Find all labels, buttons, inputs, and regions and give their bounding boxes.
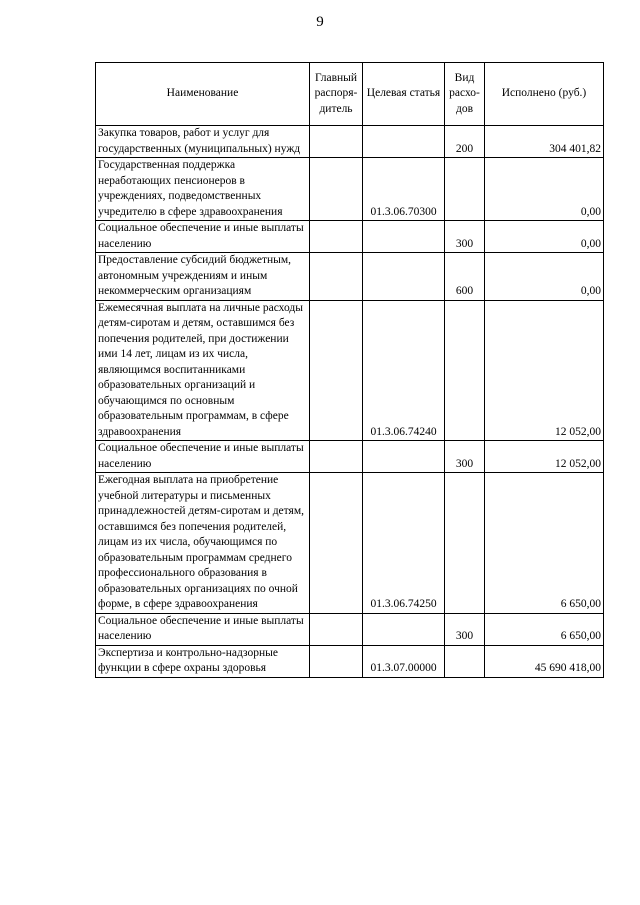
row-admin-cell xyxy=(310,300,363,441)
row-kind-cell: 600 xyxy=(445,253,485,301)
row-name-cell: Закупка товаров, работ и услуг для государственных (муниципальных) нужд xyxy=(96,126,310,158)
row-name-cell: Ежегодная выплата на приобретение учебной литературы и письменных принадлежностей детям-сиротам и детям, оставшимся без попечения родителей, лицам из их числа, обучающимся по образовательным программам среднего профессионального образования в образовательных организациях по очной форме, в сфере здравоохранения xyxy=(96,473,310,614)
row-name-cell: Государственная поддержка неработающих пенсионеров в учреждениях, подведомственных учредителю в сфере здравоохранения xyxy=(96,158,310,221)
header-name: Наименование xyxy=(96,63,310,126)
header-done: Исполнено (руб.) xyxy=(485,63,604,126)
row-article-cell: 01.3.06.70300 xyxy=(363,158,445,221)
row-done-cell: 0,00 xyxy=(485,253,604,301)
row-name-cell: Экспертиза и контрольно-надзорные функции в сфере охраны здоровья xyxy=(96,645,310,677)
table-row xyxy=(96,300,604,441)
row-done-cell: 0,00 xyxy=(485,221,604,253)
row-done-cell: 45 690 418,00 xyxy=(485,645,604,677)
header-kind: Вид расхо-дов xyxy=(445,63,485,126)
row-done-cell: 304 401,82 xyxy=(485,126,604,158)
row-article-cell xyxy=(363,126,445,158)
row-article-cell xyxy=(363,221,445,253)
row-article-cell xyxy=(363,441,445,473)
row-admin-cell xyxy=(310,126,363,158)
row-name-cell: Ежемесячная выплата на личные расходы детям-сиротам и детям, оставшимся без попечения родителей, при достижении ими 14 лет, лицам из их числа, являющимся воспитанниками образовательных организаций и обучающимся по основным образовательным программам, в сфере здравоохранения xyxy=(96,300,310,441)
row-article-cell xyxy=(363,253,445,301)
page-number: 9 xyxy=(316,14,324,30)
row-name-cell: Социальное обеспечение и иные выплаты населению xyxy=(96,221,310,253)
table-row xyxy=(96,645,604,677)
header-article: Целевая статья xyxy=(363,63,445,126)
row-done-cell: 6 650,00 xyxy=(485,473,604,614)
budget-table xyxy=(95,62,604,678)
row-admin-cell xyxy=(310,158,363,221)
row-admin-cell xyxy=(310,221,363,253)
table-row xyxy=(96,473,604,614)
row-admin-cell xyxy=(310,253,363,301)
row-done-cell: 12 052,00 xyxy=(485,300,604,441)
row-kind-cell: 200 xyxy=(445,126,485,158)
row-admin-cell xyxy=(310,645,363,677)
row-kind-cell: 300 xyxy=(445,221,485,253)
table-row xyxy=(96,441,604,473)
table-row xyxy=(96,158,604,221)
table-row xyxy=(96,126,604,158)
row-admin-cell xyxy=(310,473,363,614)
header-admin: Главный распоря-дитель xyxy=(310,63,363,126)
row-kind-cell: 300 xyxy=(445,613,485,645)
row-kind-cell xyxy=(445,300,485,441)
row-kind-cell: 300 xyxy=(445,441,485,473)
row-done-cell: 0,00 xyxy=(485,158,604,221)
row-name-cell: Социальное обеспечение и иные выплаты населению xyxy=(96,441,310,473)
row-kind-cell xyxy=(445,473,485,614)
row-article-cell xyxy=(363,613,445,645)
row-kind-cell xyxy=(445,645,485,677)
table-row xyxy=(96,253,604,301)
row-article-cell: 01.3.06.74250 xyxy=(363,473,445,614)
row-admin-cell xyxy=(310,441,363,473)
table-row xyxy=(96,613,604,645)
row-name-cell: Предоставление субсидий бюджетным, автономным учреждениям и иным некоммерческим организациям xyxy=(96,253,310,301)
table-header-row xyxy=(96,63,604,126)
table-row xyxy=(96,221,604,253)
row-done-cell: 6 650,00 xyxy=(485,613,604,645)
row-kind-cell xyxy=(445,158,485,221)
row-admin-cell xyxy=(310,613,363,645)
row-article-cell: 01.3.06.74240 xyxy=(363,300,445,441)
row-name-cell: Социальное обеспечение и иные выплаты населению xyxy=(96,613,310,645)
row-article-cell: 01.3.07.00000 xyxy=(363,645,445,677)
row-done-cell: 12 052,00 xyxy=(485,441,604,473)
